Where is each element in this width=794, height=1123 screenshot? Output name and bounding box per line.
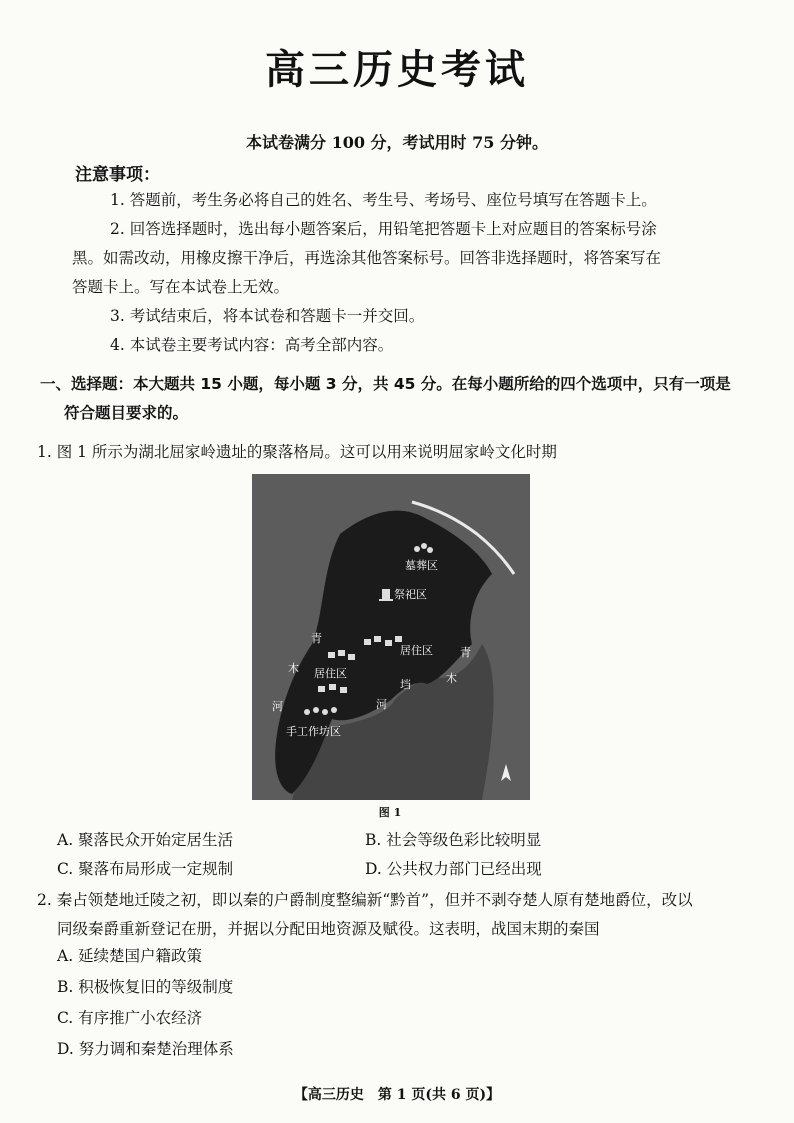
section-line: 一、选择题：本大题共 15 小题，每小题 3 分，共 45 分。在每小题所给的四个选项中，只有一项是 — [40, 375, 731, 393]
option-a[interactable]: A. 延续楚国户籍政策 — [57, 947, 203, 965]
map-label-sacrifice: 祭祀区 — [394, 588, 427, 601]
notice-item: 1. 答题前，考生务必将自己的姓名、考生号、考场号、座位号填写在答题卡上。 — [110, 191, 657, 209]
settlement-map-figure — [252, 474, 530, 800]
question-stem: 2. 秦占领楚地迁陵之初，即以秦的户爵制度整编新“黔首”，但并不剥夺楚人原有楚地爵位，改以 — [37, 891, 693, 909]
map-label-residence-left: 居住区 — [314, 667, 347, 680]
option-c[interactable]: C. 聚落布局形成一定规制 — [57, 860, 234, 878]
question-stem: 1. 图 1 所示为湖北屈家岭遗址的聚落格局。这可以用来说明屈家岭文化时期 — [37, 443, 557, 461]
section-heading — [40, 370, 750, 428]
question-1 — [37, 438, 752, 467]
map-label-cemetery: 墓葬区 — [405, 559, 438, 572]
river-label: 河 — [272, 700, 283, 713]
notice-item: 2. 回答选择题时，选出每小题答案后，用铅笔把答题卡上对应题目的答案标号涂 — [110, 220, 657, 238]
figure-caption: 图 1 — [378, 806, 402, 819]
option-d[interactable]: D. 努力调和秦楚治理体系 — [57, 1040, 234, 1058]
settlement-map — [252, 474, 530, 800]
notice-item: 黑。如需改动，用橡皮擦干净后，再选涂其他答案标号。回答非选择题时，将答案写在 — [72, 249, 662, 267]
notice-item: 3. 考试结束后，将本试卷和答题卡一并交回。 — [110, 307, 425, 325]
river-label: 木 — [288, 662, 299, 675]
notice-heading: 注意事项： — [75, 165, 160, 185]
question-2 — [37, 886, 752, 944]
exam-info: 本试卷满分 100 分，考试用时 75 分钟。 — [246, 133, 548, 152]
option-a[interactable]: A. 聚落民众开始定居生活 — [57, 831, 234, 849]
notice-list — [72, 186, 724, 360]
page-title: 高三历史考试 — [265, 47, 529, 93]
notice-item: 答题卡上。写在本试卷上无效。 — [72, 278, 290, 296]
river-label: 木 — [446, 672, 457, 685]
option-b[interactable]: B. 积极恢复旧的等级制度 — [57, 978, 234, 996]
notice-item: 4. 本试卷主要考试内容：高考全部内容。 — [110, 336, 394, 354]
option-c[interactable]: C. 有序推广小农经济 — [57, 1009, 203, 1027]
river-label: 青 — [460, 646, 471, 659]
page-footer: 【高三历史 第 1 页(共 6 页)】 — [293, 1087, 501, 1103]
map-label-workshop: 手工作坊区 — [286, 725, 341, 738]
question-stem: 同级秦爵重新登记在册，并据以分配田地资源及赋役。这表明，战国末期的秦国 — [57, 920, 600, 938]
river-label: 青 — [311, 632, 322, 645]
option-d[interactable]: D. 公共权力部门已经出现 — [365, 860, 542, 878]
section-line: 符合题目要求的。 — [64, 404, 189, 422]
option-b[interactable]: B. 社会等级色彩比较明显 — [365, 831, 542, 849]
map-label-residence-right: 居住区 — [400, 644, 433, 657]
river-label: 河 — [376, 698, 387, 711]
river-label: 垱 — [400, 678, 411, 691]
